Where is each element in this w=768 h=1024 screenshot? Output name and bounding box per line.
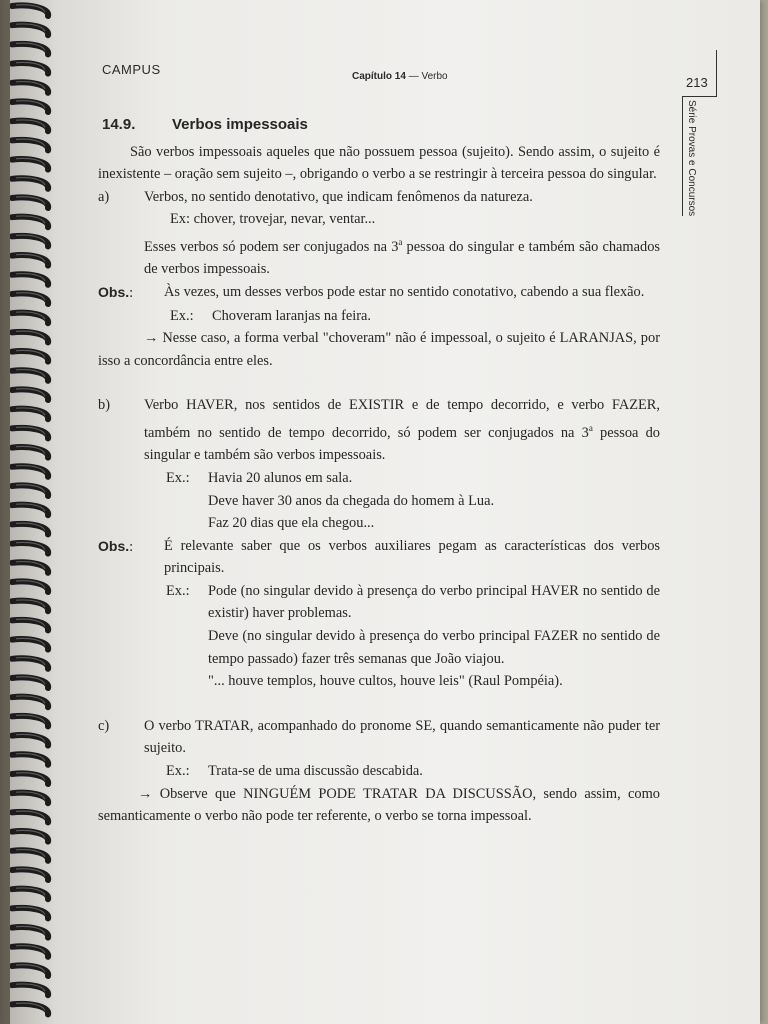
spiral-coil (12, 601, 48, 612)
spiral-coil (12, 25, 48, 36)
item-b-example-1: Havia 20 alunos em sala. (208, 469, 353, 486)
margin-rule-horizontal (682, 96, 717, 97)
spiral-coil (12, 620, 48, 631)
item-c-text: O verbo TRATAR, acompanhado do pronome SE, quando semanticamente não puder ter sujeito. (144, 717, 660, 757)
item-c-example-label: Ex.: (166, 763, 190, 780)
margin-rule-lower (682, 96, 683, 216)
spiral-coil (12, 121, 48, 132)
spiral-coil (12, 389, 48, 400)
spiral-coil (12, 485, 48, 496)
item-b-example-list (208, 467, 660, 535)
spiral-coil (12, 5, 48, 16)
item-a-obs-label (98, 281, 164, 305)
spiral-coil (12, 505, 48, 516)
item-c-label: c) (98, 717, 110, 734)
item-b-example-3: Faz 20 dias que ela chegou... (208, 515, 375, 532)
item-b-text (144, 394, 660, 467)
spiral-coil (12, 466, 48, 477)
spiral-coil (12, 716, 48, 727)
intro-paragraph: São verbos impessoais aqueles que não possuem pessoa (sujeito). Sendo assim, o sujeito é inexistente – oração sem sujeito –, obrigando o verbo a se restringir à terceira pessoa do singular. (98, 143, 660, 183)
item-a-note-end: pessoa do singular e também são chamados de verbos impessoais. (144, 238, 660, 278)
item-c-arrow-text: Observe que NINGUÉM PODE TRATAR DA DISCUSSÃO, sendo assim, como semanticamente o verbo não pode ter referente, o verbo se torna impessoal. (98, 785, 660, 825)
spiral-coil (12, 562, 48, 573)
spiral-coil (12, 332, 48, 343)
obs-label-bold: Obs. (98, 537, 130, 554)
spiral-binding (10, 0, 70, 1024)
item-c-example-text: Trata-se de uma discussão descabida. (208, 763, 423, 780)
spacer (98, 693, 660, 715)
spiral-coil (12, 543, 48, 554)
item-b-examples (98, 467, 660, 535)
spiral-coil (12, 101, 48, 112)
series-label: Série Provas e Concursos (686, 100, 697, 217)
spiral-coil (12, 370, 48, 381)
spiral-coil (12, 850, 48, 861)
spiral-coil (12, 197, 48, 208)
spiral-coil (12, 658, 48, 669)
item-a-obs-example (98, 305, 660, 328)
spiral-coil (12, 428, 48, 439)
chapter-number: Capítulo 14 (352, 71, 406, 82)
item-b-label: b) (98, 397, 110, 414)
spiral-coil (12, 831, 48, 842)
item-b-obs-example-list (208, 580, 660, 693)
running-header (352, 71, 448, 82)
obs-label-colon: : (129, 284, 134, 301)
chapter-topic: — Verbo (405, 71, 448, 82)
spiral-coil (12, 255, 48, 266)
item-b (98, 394, 660, 467)
section-number: 14.9. (102, 116, 136, 133)
item-b-text-start: Verbo HAVER, nos sentidos de EXISTIR e de tempo decorrido, e verbo FAZER, também no sentido de tempo decorrido, só podem ser conjugados na 3 (144, 397, 660, 441)
spiral-coil (12, 63, 48, 74)
spiral-coil (12, 754, 48, 765)
item-b-example-2: Deve haver 30 anos da chegada do homem à Lua. (208, 492, 495, 509)
item-c-example (98, 760, 660, 783)
spiral-coil (12, 812, 48, 823)
publisher-name: CAMPUS (102, 62, 161, 77)
item-b-obs-example-1: Pode (no singular devido à presença do verbo principal HAVER no sentido de existir) haver problemas. (208, 582, 660, 622)
spiral-coil (12, 927, 48, 938)
spiral-coil (12, 697, 48, 708)
spiral-coil (12, 236, 48, 247)
item-a-note (98, 231, 660, 281)
item-a-example: Ex: chover, trovejar, nevar, ventar... (170, 211, 376, 228)
spiral-coil (12, 313, 48, 324)
item-b-example-label: Ex.: (166, 469, 190, 486)
item-a-label: a) (98, 188, 110, 205)
spiral-coil (12, 581, 48, 592)
item-b-obs-example-3: "... houve templos, houve cultos, houve leis" (Raul Pompéia). (208, 673, 563, 690)
spiral-coil (12, 793, 48, 804)
spiral-coil (12, 985, 48, 996)
margin-rule (716, 50, 717, 96)
spiral-coil (12, 677, 48, 688)
item-b-text-sup: a (588, 422, 593, 433)
spiral-coil (12, 946, 48, 957)
item-a-text: Verbos, no sentido denotativo, que indicam fenômenos da natureza. (144, 188, 533, 205)
spiral-coil (12, 82, 48, 93)
spiral-coil (12, 639, 48, 650)
spiral-coil (12, 908, 48, 919)
item-a-obs-example-label: Ex.: (170, 307, 194, 324)
item-b-obs-examples (98, 580, 660, 693)
spiral-coil (12, 178, 48, 189)
page-number: 213 (686, 75, 708, 90)
obs-label-bold: Obs. (98, 283, 130, 300)
item-a (98, 186, 660, 209)
spiral-coil (12, 965, 48, 976)
item-b-obs-example-label: Ex.: (166, 582, 190, 599)
spiral-coil (12, 889, 48, 900)
obs-label-colon: : (129, 538, 134, 555)
item-a-note-start: Esses verbos só podem ser conjugados na 3 (144, 238, 399, 255)
spiral-coil (12, 409, 48, 420)
spiral-coil (12, 735, 48, 746)
book-page (10, 0, 760, 1024)
arrow-glyph: → (144, 330, 159, 347)
item-b-obs (98, 535, 660, 580)
item-a-arrow-text: Nesse caso, a forma verbal "choveram" não é impessoal, o sujeito é LARANJAS, por isso a concordância entre eles. (98, 330, 660, 369)
item-b-obs-text: É relevante saber que os verbos auxiliares pegam as características dos verbos principais. (164, 537, 660, 577)
spiral-coil (12, 159, 48, 170)
spiral-coil (12, 140, 48, 151)
item-c (98, 715, 660, 760)
spacer (98, 372, 660, 394)
spiral-coil (12, 293, 48, 304)
spiral-coil (12, 217, 48, 228)
section-heading (102, 114, 660, 137)
section-title: Verbos impessoais (172, 116, 308, 133)
page-body (98, 114, 660, 828)
spiral-coil (12, 44, 48, 55)
spiral-coil (12, 351, 48, 362)
spiral-coil (12, 869, 48, 880)
item-a-obs-example-text: Choveram laranjas na feira. (212, 307, 372, 324)
item-b-obs-label (98, 535, 164, 580)
spiral-coil (12, 1004, 48, 1015)
item-b-text-end: pessoa do singular e também são verbos impessoais. (144, 424, 660, 464)
item-a-obs-text: Às vezes, um desses verbos pode estar no sentido conotativo, cabendo a sua flexão. (164, 283, 645, 300)
spiral-coil (12, 447, 48, 458)
arrow-glyph: → (138, 785, 153, 802)
spiral-coil (12, 773, 48, 784)
item-a-note-sup: a (398, 236, 403, 247)
item-b-obs-example-2: Deve (no singular devido à presença do verbo principal FAZER no sentido de tempo passado) fazer três semanas que João viajou. (208, 628, 660, 667)
item-c-arrow-note (98, 783, 660, 828)
item-a-obs (98, 281, 660, 305)
spiral-coil (12, 524, 48, 535)
spiral-coil (12, 274, 48, 285)
item-a-arrow-note (98, 327, 660, 372)
